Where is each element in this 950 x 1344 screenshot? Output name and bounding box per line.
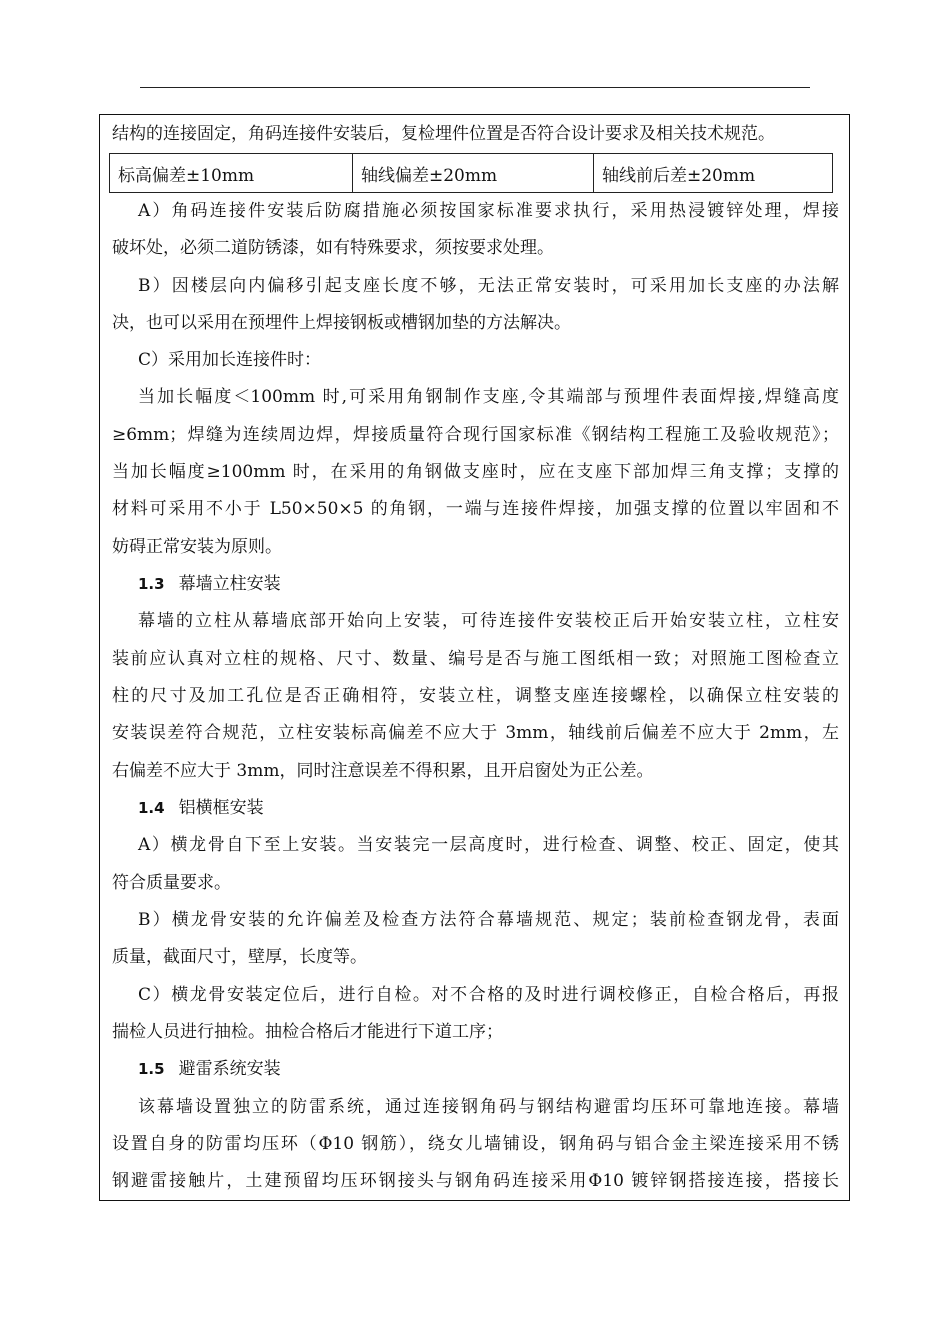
paragraph-1-3-line: 安装误差符合规范，立柱安装标高偏差不应大于 3mm，轴线前后偏差不应大于 2mm，左 — [112, 723, 839, 743]
section-number: 1.3 — [138, 575, 165, 593]
paragraph-1-3-line: 幕墙的立柱从幕墙底部开始向上安装，可待连接件安装校正后开始安装立柱，立柱安 — [138, 611, 839, 631]
paragraph-c-line: C）采用加长连接件时： — [138, 350, 322, 370]
section-heading-1-4 — [138, 796, 839, 820]
table-cell-axis-front-back: 轴线前后差±20mm — [594, 154, 833, 193]
section-heading-1-5 — [138, 1057, 839, 1081]
paragraph-1-4-c-line: 揣检人员进行抽检。抽检合格后才能进行下道工序； — [112, 1022, 503, 1042]
paragraph-c-detail-line: 当加长幅度＜100mm 时,可采用角钢制作支座,令其端部与预埋件表面焊接,焊缝高度 — [138, 387, 839, 407]
section-heading-1-3 — [138, 572, 839, 596]
paragraph-a-line: 破坏处，必须二道防锈漆，如有特殊要求，须按要求处理。 — [112, 238, 554, 258]
paragraph-c-detail-line: 妨碍正常安装为原则。 — [112, 537, 282, 557]
section-title: 铝横框安装 — [178, 798, 264, 818]
section-title: 幕墙立柱安装 — [178, 574, 281, 594]
table-cell-axis: 轴线偏差±20mm — [353, 154, 594, 193]
paragraph-1-3-line: 右偏差不应大于 3mm，同时注意误差不得积累，且开启窗处为正公差。 — [112, 761, 654, 781]
paragraph-b-line: B）因楼层向内偏移引起支座长度不够，无法正常安装时，可采用加长支座的办法解 — [138, 276, 839, 296]
section-number: 1.5 — [138, 1060, 165, 1078]
paragraph-c-detail-line: ≥6mm；焊缝为连续周边焊，焊接质量符合现行国家标准《钢结构工程施工及验收规范》； — [112, 425, 839, 445]
paragraph-1-4-b-line: 质量，截面尺寸，壁厚，长度等。 — [112, 947, 367, 967]
section-title: 避雷系统安装 — [178, 1059, 281, 1079]
content-frame — [99, 114, 850, 1201]
paragraph-1-5-line: 设置自身的防雷均压环（Φ10 钢筋），绕女儿墙铺设，钢角码与铝合金主梁连接采用不锈 — [112, 1134, 839, 1154]
paragraph-c-detail-line: 材料可采用不小于 L50×50×5 的角钢，一端与连接件焊接，加强支撑的位置以牢固和不 — [112, 499, 839, 519]
tolerance-table — [109, 153, 833, 193]
paragraph-1-4-b-line: B）横龙骨安装的允许偏差及检查方法符合幕墙规范、规定；装前检查钢龙骨，表面 — [138, 910, 839, 930]
paragraph-c-detail-line: 当加长幅度≥100mm 时，在采用的角钢做支座时，应在支座下部加焊三角支撑；支撑的 — [112, 462, 839, 482]
paragraph-1-4-c-line: C）横龙骨安装定位后，进行自检。对不合格的及时进行调校修正，自检合格后，再报 — [138, 985, 839, 1005]
section-number: 1.4 — [138, 799, 165, 817]
table-row — [110, 154, 833, 193]
header-rule — [140, 87, 810, 88]
paragraph-1-3-line: 装前应认真对立柱的规格、尺寸、数量、编号是否与施工图纸相一致；对照施工图检查立 — [112, 649, 839, 669]
paragraph-1-3-line: 柱的尺寸及加工孔位是否正确相符，安装立柱，调整支座连接螺栓，以确保立柱安装的 — [112, 686, 839, 706]
intro-line: 结构的连接固定，角码连接件安装后，复检埋件位置是否符合设计要求及相关技术规范。 — [112, 124, 775, 144]
paragraph-1-5-line: 该幕墙设置独立的防雷系统，通过连接钢角码与钢结构避雷均压环可靠地连接。幕墙 — [138, 1097, 839, 1117]
paragraph-1-5-line: 钢避雷接触片，土建预留均压环钢接头与钢角码连接采用Φ10 镀锌钢搭接连接，搭接长 — [112, 1171, 839, 1191]
paragraph-1-4-a-line: A）横龙骨自下至上安装。当安装完一层高度时，进行检查、调整、校正、固定，使其 — [138, 835, 839, 855]
paragraph-a-line: A）角码连接件安装后防腐措施必须按国家标准要求执行，采用热浸镀锌处理，焊接 — [138, 201, 839, 221]
paragraph-b-line: 决，也可以采用在预埋件上焊接钢板或槽钢加垫的方法解决。 — [112, 313, 571, 333]
paragraph-1-4-a-line: 符合质量要求。 — [112, 873, 231, 893]
table-cell-elevation: 标高偏差±10mm — [110, 154, 353, 193]
